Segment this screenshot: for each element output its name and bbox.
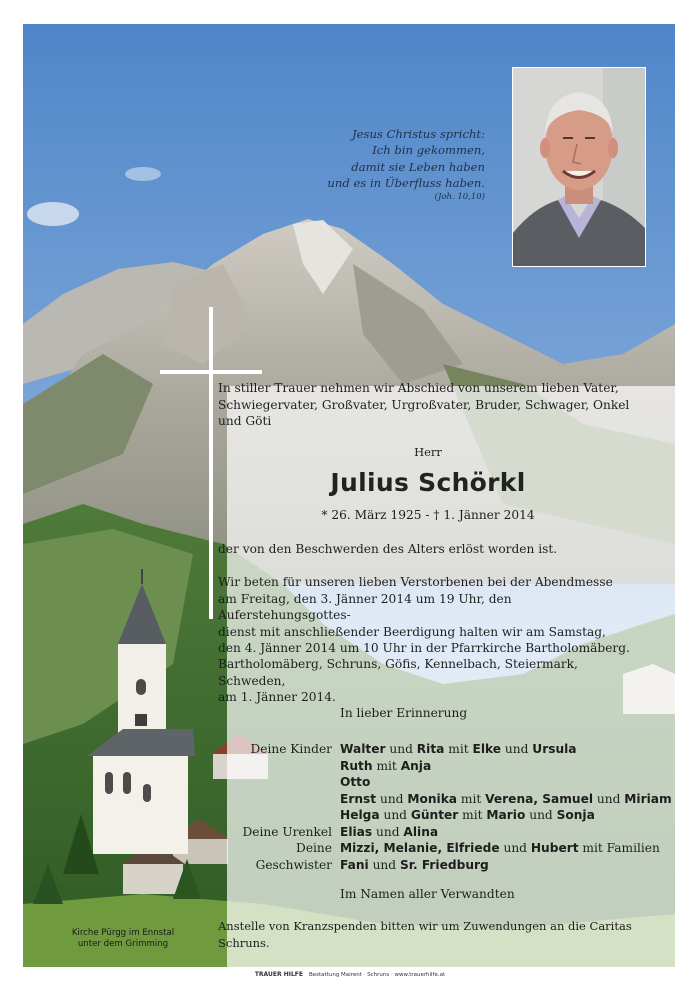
- donation-note: Anstelle von Kranzspenden bitten wir um Zuwendungen an die Caritas Schruns.: [218, 919, 632, 950]
- places-and-date: [218, 656, 643, 706]
- mass-announcement: [218, 574, 643, 657]
- quote-line: Jesus Christus spricht:: [351, 127, 485, 141]
- intro-text: In stiller Trauer nehmen wir Abschied von unserem lieben Vater, Schwiegervater, Großvater, Urgroßvater, Bruder, Schwager, Onkel und Göti: [218, 381, 630, 428]
- quote-line: Ich bin gekommen,: [372, 143, 485, 158]
- portrait-image: [513, 68, 645, 266]
- children-row: Walter und Rita mit Elke und Ursula: [340, 742, 577, 756]
- footer: [0, 971, 700, 978]
- mass-line: Wir beten für unseren lieben Verstorbenen bei der Abendmesse: [218, 575, 613, 589]
- life-dates: * 26. März 1925 - † 1. Jänner 2014: [321, 508, 535, 522]
- mass-line: dienst mit anschließender Beerdigung halten wir am Samstag,: [218, 624, 606, 639]
- quote-line: damit sie Leben haben: [351, 159, 485, 174]
- children-row: Ruth mit Anja: [340, 758, 432, 773]
- siblings-row: Fani und Sr. Friedburg: [340, 857, 489, 872]
- children-row: Helga und Günter mit Mario und Sonja: [340, 808, 595, 822]
- memory-line: In lieber Erinnerung: [340, 706, 468, 720]
- siblings-label: Deine Geschwister: [255, 841, 332, 872]
- salutation: Herr: [414, 445, 442, 459]
- quote-reference: (Joh. 10,10): [434, 192, 485, 203]
- children-row: Otto: [340, 775, 371, 789]
- portrait-photo: [512, 67, 646, 267]
- places-line: Bartholomäberg, Schruns, Göfis, Kennelbach, Steiermark, Schweden,: [218, 657, 578, 688]
- mass-line: den 4. Jänner 2014 um 10 Uhr in der Pfarrkirche Bartholomäberg.: [218, 641, 630, 655]
- great-grandchildren-label: Deine Urenkel: [242, 824, 332, 839]
- great-grandchildren-row: Elias und Alina: [340, 824, 439, 839]
- quote-line: und es in Überfluss haben.: [327, 175, 485, 190]
- footer-brand: TRAUER HILFE: [254, 971, 303, 978]
- mass-line: am Freitag, den 3. Jänner 2014 um 19 Uhr, den Auferstehungsgottes-: [218, 591, 512, 622]
- caption-line: unter dem Grimming: [77, 939, 169, 949]
- family-list: [0, 741, 672, 881]
- relieved-text: der von den Beschwerden des Alters erlöst worden ist.: [218, 542, 558, 556]
- deceased-name: Julius Schörkl: [330, 468, 526, 497]
- footer-text: Bestattung Mairent · Schruns · www.trauerhilfe.at: [308, 972, 446, 978]
- cross-horizontal-bar: [160, 370, 262, 374]
- cross-vertical-bar: [209, 307, 213, 619]
- caption-line: Kirche Pürgg im Ennstal: [71, 928, 175, 938]
- closing-line: Im Namen aller Verwandten: [340, 887, 515, 901]
- siblings-row: Mizzi, Melanie, Elfriede und Hubert mit Familien: [340, 841, 660, 855]
- children-label: Deine Kinder: [250, 742, 332, 756]
- places-line: am 1. Jänner 2014.: [218, 690, 336, 704]
- children-row: Ernst und Monika mit Verena, Samuel und Miriam: [340, 791, 672, 806]
- bible-quote: [255, 126, 485, 204]
- photo-caption: [53, 928, 193, 950]
